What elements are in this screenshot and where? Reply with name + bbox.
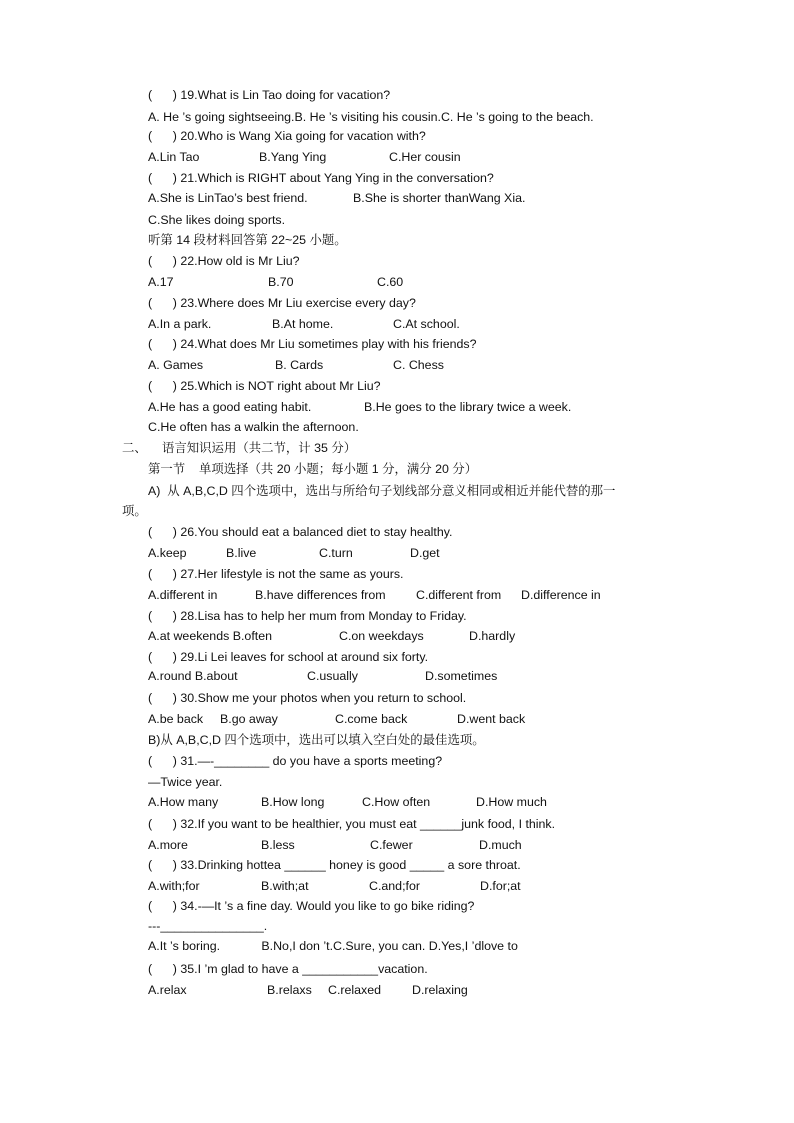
q32-option-a: A.more [148, 838, 188, 852]
q29-option-ab: A.round B.about [148, 669, 238, 683]
q20-option-b: B.Yang Ying [259, 150, 327, 164]
q29-option-c: C.usually [307, 669, 358, 683]
instruction-a-line1: A) 从 A,B,C,D 四个选项中，选出与所给句子划线部分意义相同或相近并能代替的那一 [148, 484, 616, 498]
q32-option-c: C.fewer [370, 838, 413, 852]
q23-option-c: C.At school. [393, 317, 460, 331]
q27-stem: ( ) 27.Her lifestyle is not the same as yours. [148, 567, 404, 581]
q35-option-c: C.relaxed [328, 983, 382, 997]
q30-option-d: D.went back [457, 712, 526, 726]
q26-stem: ( ) 26.You should eat a balanced diet to stay healthy. [148, 525, 453, 539]
q23-option-a: A.In a park. [148, 317, 212, 331]
q21-stem: ( ) 21.Which is RIGHT about Yang Ying in the conversation? [148, 171, 494, 185]
q34-stem: ( ) 34.-—It ’s a fine day. Would you like to go bike riding? [148, 899, 475, 913]
section-14-instruction: 听第 14 段材料回答第 22~25 小题。 [148, 233, 347, 247]
q23-stem: ( ) 23.Where does Mr Liu exercise every day? [148, 296, 416, 310]
q34-options: A.It ’s boring. B.No,I don ’t.C.Sure, you can. D.Yes,I ’dlove to [148, 939, 518, 953]
q22-option-b: B.70 [268, 275, 294, 289]
q31-option-a: A.How many [148, 795, 219, 809]
q33-stem: ( ) 33.Drinking hottea ______ honey is good _____ a sore throat. [148, 858, 521, 872]
q25-option-a: A.He has a good eating habit. [148, 400, 312, 414]
q25-option-c: C.He often has a walkin the afternoon. [148, 420, 359, 434]
q31-reply: —Twice year. [148, 775, 223, 789]
q27-option-c: C.different from [416, 588, 502, 602]
q26-option-b: B.live [226, 546, 257, 560]
q33-option-b: B.with;at [261, 879, 309, 893]
q30-option-a: A.be back [148, 712, 204, 726]
q20-option-c: C.Her cousin [389, 150, 461, 164]
q22-option-c: C.60 [377, 275, 404, 289]
q30-stem: ( ) 30.Show me your photos when you return to school. [148, 691, 467, 705]
q29-stem: ( ) 29.Li Lei leaves for school at around six forty. [148, 650, 429, 664]
q35-option-d: D.relaxing [412, 983, 468, 997]
q21-option-c: C.She likes doing sports. [148, 213, 286, 227]
q21-option-a: A.She is LinTao’s best friend. [148, 191, 308, 205]
q27-option-d: D.difference in [521, 588, 601, 602]
q26-option-a: A.keep [148, 546, 187, 560]
q31-option-b: B.How long [261, 795, 325, 809]
q22-stem: ( ) 22.How old is Mr Liu? [148, 254, 300, 268]
q35-stem: ( ) 35.I ’m glad to have a ___________vacation. [148, 962, 428, 976]
q29-option-d: D.sometimes [425, 669, 498, 683]
q20-stem: ( ) 20.Who is Wang Xia going for vacation with? [148, 129, 426, 143]
q31-option-d: D.How much [476, 795, 547, 809]
q32-option-d: D.much [479, 838, 522, 852]
q35-option-b: B.relaxs [267, 983, 312, 997]
q24-option-a: A. Games [148, 358, 204, 372]
q23-option-b: B.At home. [272, 317, 334, 331]
q21-option-b: B.She is shorter thanWang Xia. [353, 191, 526, 205]
q30-option-c: C.come back [335, 712, 408, 726]
q32-option-b: B.less [261, 838, 295, 852]
q28-stem: ( ) 28.Lisa has to help her mum from Monday to Friday. [148, 609, 467, 623]
q31-option-c: C.How often [362, 795, 431, 809]
q25-stem: ( ) 25.Which is NOT right about Mr Liu? [148, 379, 381, 393]
q19-stem: ( ) 19.What is Lin Tao doing for vacation? [148, 88, 391, 102]
section-one-heading: 第一节 单项选择（共 20 小题；每小题 1 分，满分 20 分） [148, 462, 478, 476]
q34-answer-blank: ---_______________. [148, 919, 268, 933]
q27-option-a: A.different in [148, 588, 218, 602]
q22-option-a: A.17 [148, 275, 174, 289]
q30-option-b: B.go away [220, 712, 278, 726]
q28-option-c: C.on weekdays [339, 629, 424, 643]
instruction-a-line2: 项。 [122, 504, 147, 518]
q28-option-d: D.hardly [469, 629, 516, 643]
q32-stem: ( ) 32.If you want to be healthier, you must eat ______junk food, I think. [148, 817, 556, 831]
q33-option-d: D.for;at [480, 879, 521, 893]
part-two-number: 二、 [122, 441, 147, 455]
q31-stem: ( ) 31.—-________ do you have a sports meeting? [148, 754, 443, 768]
q26-option-d: D.get [410, 546, 440, 560]
part-two-title: 语言知识运用（共二节，计 35 分） [162, 441, 357, 455]
q25-option-b: B.He goes to the library twice a week. [364, 400, 572, 414]
q20-option-a: A.Lin Tao [148, 150, 200, 164]
q27-option-b: B.have differences from [255, 588, 386, 602]
q24-option-b: B. Cards [275, 358, 324, 372]
q33-option-c: C.and;for [369, 879, 420, 893]
q35-option-a: A.relax [148, 983, 187, 997]
instruction-b: B)从 A,B,C,D 四个选项中，选出可以填入空白处的最佳选项。 [148, 733, 485, 747]
q19-options: A. He ’s going sightseeing.B. He ’s visiting his cousin.C. He ’s going to the beach. [148, 110, 594, 124]
q24-stem: ( ) 24.What does Mr Liu sometimes play with his friends? [148, 337, 477, 351]
q24-option-c: C. Chess [393, 358, 444, 372]
q33-option-a: A.with;for [148, 879, 200, 893]
q28-option-ab: A.at weekends B.often [148, 629, 272, 643]
q26-option-c: C.turn [319, 546, 353, 560]
